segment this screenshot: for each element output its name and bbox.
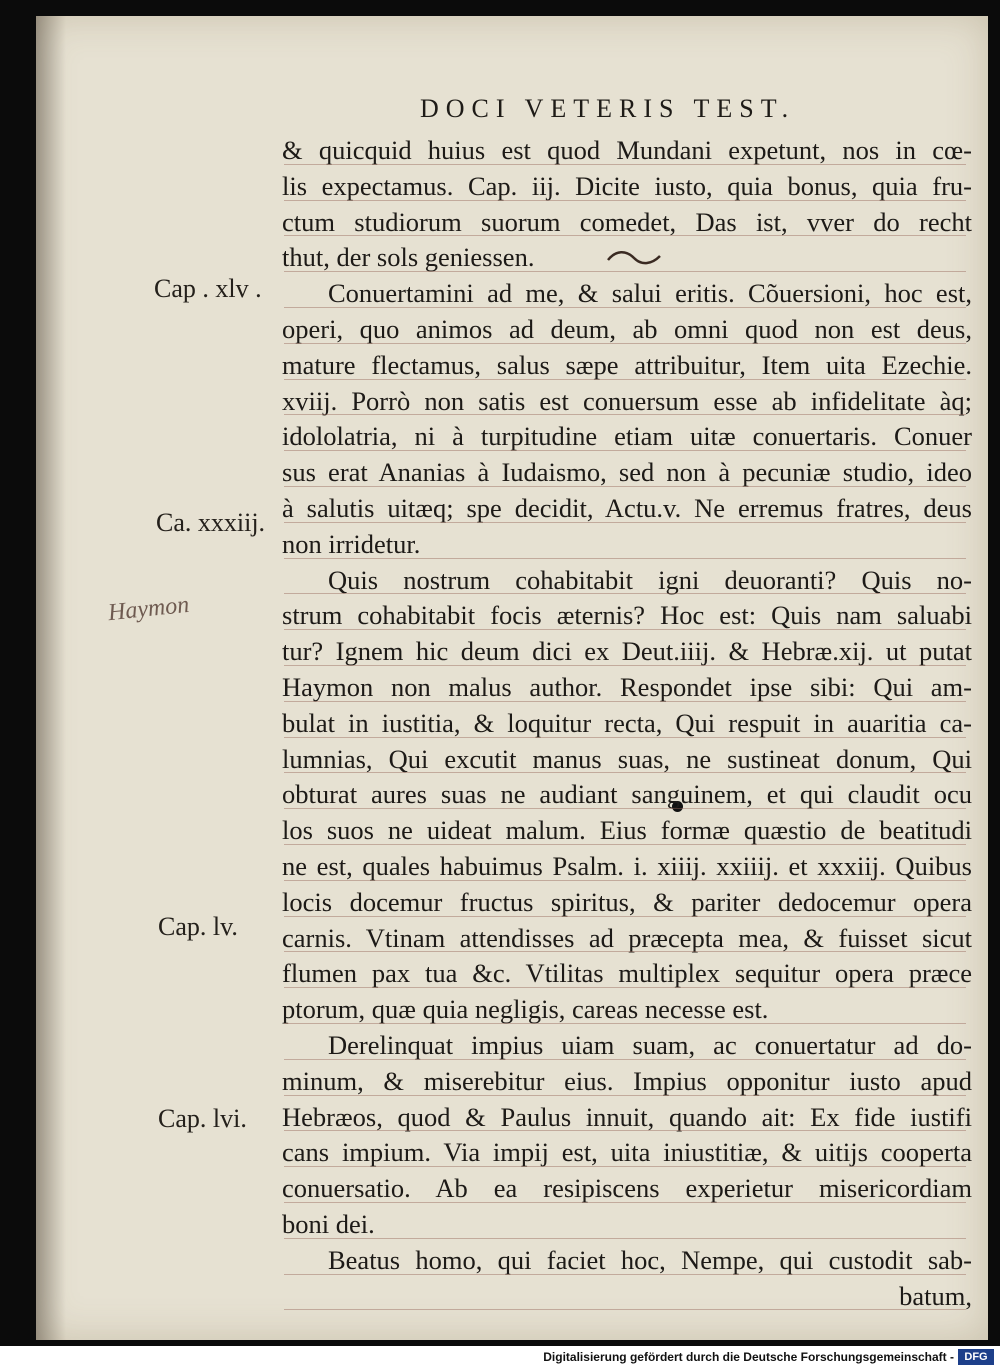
text-line: obturat aures suas ne audiant sanguinem, et qui claudit ocu xyxy=(282,777,972,813)
running-header-left: DOCI xyxy=(420,94,512,123)
text-line: bulat in iustitia, & loquitur recta, Qui respuit in auaritia ca- xyxy=(282,706,972,742)
text-line: Quis nostrum cohabitabit igni deuoranti? Quis no- xyxy=(282,563,972,599)
text-line: ptorum, quæ quia negligis, careas necesse est. xyxy=(282,992,972,1028)
text-line: operi, quo animos ad deum, ab omni quod non est deus, xyxy=(282,312,972,348)
text-line: conuersatio. Ab ea resipiscens experietur misericordiam xyxy=(282,1171,972,1207)
text-line: ctum studiorum suorum comedet, Das ist, vver do recht xyxy=(282,205,972,241)
dfg-logo-icon[interactable]: DFG xyxy=(958,1349,994,1365)
text-line: cans impium. Via impij est, uita iniustitiæ, & uitijs cooperta xyxy=(282,1135,972,1171)
text-line: locis docemur fructus spiritus, & pariter dedocemur opera xyxy=(282,885,972,921)
margin-note-cap-lvi: Cap. lvi. xyxy=(158,1104,247,1133)
catchword: batum, xyxy=(282,1279,972,1315)
text-line: Beatus homo, qui faciet hoc, Nempe, qui custodit sab- xyxy=(282,1243,972,1279)
text-line: los suos ne uideat malum. Eius formæ quæstio de beatitudi xyxy=(282,813,972,849)
running-header xyxy=(420,94,795,124)
text-line: & quicquid huius est quod Mundani expetunt, nos in cœ- xyxy=(282,133,972,169)
text-line: xviij. Porrò non satis est conuersum esse ab infidelitate àq; xyxy=(282,384,972,420)
text-line: à salutis uitæq; spe decidit, Actu.v. Ne erremus fratres, deus xyxy=(282,491,972,527)
running-header-right: VETERIS TEST. xyxy=(524,94,796,123)
handwritten-marginalia: Haymon xyxy=(106,591,191,627)
margin-note-cap-xlv: Cap . xlv . xyxy=(154,274,262,303)
text-line: mature flectamus, salus sæpe attribuitur, Item uita Ezechie. xyxy=(282,348,972,384)
text-line: sus erat Ananias à Iudaismo, sed non à pecuniæ studio, ideo xyxy=(282,455,972,491)
text-line: tur? Ignem hic deum dici ex Deut.iiij. & Hebræ.xij. ut putat xyxy=(282,634,972,670)
text-line: boni dei. xyxy=(282,1207,972,1243)
text-line: Hebræos, quod & Paulus innuit, quando ait: Ex fide iustifi xyxy=(282,1100,972,1136)
book-page xyxy=(36,16,988,1340)
text-line: ne est, quales habuimus Psalm. i. xiiij. xxiiij. et xxxiij. Quibus xyxy=(282,849,972,885)
text-line: carnis. Vtinam attendisses ad præcepta mea, & fuisset sicut xyxy=(282,921,972,957)
text-line: thut, der sols geniessen. xyxy=(282,240,972,276)
text-line: Derelinquat impius uiam suam, ac conuertatur ad do- xyxy=(282,1028,972,1064)
footer-credit: Digitalisierung gefördert durch die Deutsche Forschungsgemeinschaft - xyxy=(543,1350,954,1364)
text-line: strum cohabitabit focis æternis? Hoc est: Quis nam saluabi xyxy=(282,598,972,634)
text-line: lis expectamus. Cap. iij. Dicite iusto, quia bonus, quia fru- xyxy=(282,169,972,205)
margin-note-ca-xxxiij: Ca. xxxiij. xyxy=(156,508,266,537)
text-line: non irridetur. xyxy=(282,527,972,563)
body-text xyxy=(282,133,972,1314)
text-line: Conuertamini ad me, & salui eritis. Cõuersioni, hoc est, xyxy=(282,276,972,312)
digitization-footer xyxy=(0,1346,1000,1368)
text-line: lumnias, Qui excutit manus suas, ne sustineat donum, Qui xyxy=(282,742,972,778)
text-line: idololatria, ni à turpitudine etiam uitæ conuertaris. Conuer xyxy=(282,419,972,455)
page-gutter-shadow xyxy=(36,16,66,1340)
margin-note-cap-lv: Cap. lv. xyxy=(158,912,238,941)
text-line: minum, & miserebitur eius. Impius opponitur iusto apud xyxy=(282,1064,972,1100)
text-line: flumen pax tua &c. Vtilitas multiplex sequitur opera præce xyxy=(282,956,972,992)
text-line: Haymon non malus author. Respondet ipse sibi: Qui am- xyxy=(282,670,972,706)
